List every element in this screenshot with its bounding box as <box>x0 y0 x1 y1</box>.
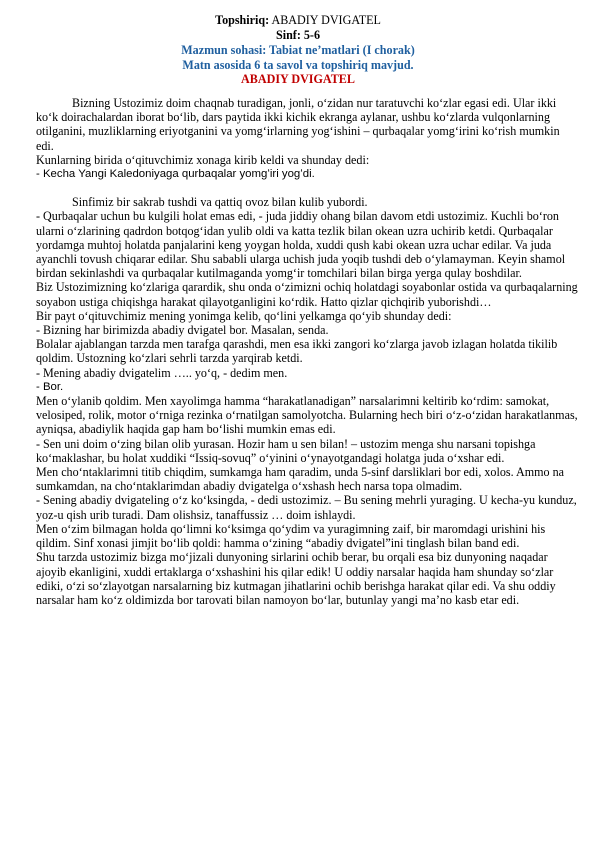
paragraph: Shu tarzda ustozimiz bizga moʻjizali dunyoning sirlarini ochib berar, bu orqali esa biz dunyoning naqadar ajoyib ekanligini, xuddi ertaklarga oʻxshashini his qilar edik! U oddiy narsalar haqida ham shunday soʻzlar ediki, oʻzi soʻzlayotgan narsalarning biz kutmagan jihatlarini ochib berishga harakat qilar edi. Va shu oddiy narsalar ham koʻz oldimizda bor tarovati bilan namoyon boʻlar, butunlay yangi maʼno kasb etar edi. <box>36 550 556 607</box>
task-value: ABADIY DVIGATEL <box>271 13 381 27</box>
task-label: Topshiriq: <box>215 13 270 27</box>
dialogue-line: - Sen uni doim oʻzing bilan olib yurasan. Hozir ham u sen bilan! – ustozim menga shu narsani topishga koʻmaklashar, bu holat xuddiki “Issiq-sovuq” oʻyinini oʻynayotgandagi holatga juda oʻxshar edi. <box>36 436 536 465</box>
paragraph: Men oʻylanib qoldim. Men xayolimga hamma “harakatlanadigan” narsalarimni keltirib koʻrdim: samokat, velosiped, rolik, motor oʻrniga rezinka oʻrnatilgan samolyotcha. Bularning hech biri oʻz-oʻzidan harakatlanmas, ayniqsa, abadiylik haqida gap ham boʻlishi mumkin emas edi. <box>36 394 578 437</box>
task-line <box>0 13 596 27</box>
dialogue-line: - Sening abadiy dvigateling oʻz koʻksingda, - dedi ustozimiz. – Bu sening mehrli yuraging. U kecha-yu kunduz, yoz-u qish urib turadi. Dam olishsiz, tanaffussiz … doim ishlaydi. <box>36 493 577 522</box>
paragraph: Biz Ustozimizning koʻzlariga qarardik, shu onda oʻzimizni ochiq holatdagi soyabonlar ostida va qurbaqalarning soyabon ustiga chiqishga harakat qilayotganligini koʻrdik. Hatto qizlar qichqirib yuborishdi… <box>36 280 578 309</box>
paragraph: Bir payt oʻqituvchimiz mening yonimga kelib, qoʻlini yelkamga qoʻyib shunday dedi: <box>36 308 452 323</box>
paragraph: Men oʻzim bilmagan holda qoʻlimni koʻksimga qoʻydim va yuragimning zaif, bir maromdagi urishini his qildim. Sinf xonasi jimjit boʻlib qoldi: hamma oʻzining “abadiy dvigatel”ini tinglash bilan band edi. <box>36 521 546 551</box>
grade-line: Sinf: 5-6 <box>275 28 320 42</box>
story-body <box>36 96 578 607</box>
paragraph: Men choʻntaklarimni titib chiqdim, sumkamga ham qaradim, unda 5-sinf darsliklari bor edi, xolos. Ammo na sumkamdan, na choʻntaklarimdan abadiy dvigatelga oʻxshash hech narsa topa olmadim. <box>36 465 564 494</box>
paragraph: - Qurbaqalar uchun bu kulgili holat emas edi, - juda jiddiy ohang bilan davom etdi ustozimiz. Kuchli boʻron ularni oʻzlarining qadrdon botqogʻidan yulib oldi va katta tezlik bilan okean uzra uchirib ketdi. Qurbaqalar yordamga muhtoj holatda panjalarini keng yoygan holda, xuddi qush kabi okean uzra uchar edilar. Va juda ayanchli tovush chiqarar edilar. Shu sababli ularga uchish juda yoqib tushdi deb oʻylamayman. Keyin shamol birdan sekinlashdi va qurbaqalar kutilmaganda yomgʻir tomchilari bilan birga yerga qulay boshdilar. <box>36 209 566 281</box>
content-area-line: Mazmun sohasi: Tabiat ne’matlari (I chorak) <box>181 43 415 57</box>
paragraph: Bizning Ustozimiz doim chaqnab turadigan, jonli, oʻzidan nur taratuvchi koʻzlar egasi edi. Ular ikki koʻk doirachalardan iborat boʻlib, dars paytida ikki kichik ekranga aylanar, ushbu koʻzlarda vulqonlarning otilganini, muzliklarning eriyotganini va yomgʻirlarning yogʻishini – qurbaqalar yomgʻirini koʻrish mumkin edi. <box>36 96 560 153</box>
paragraph: Bolalar ajablangan tarzda men tarafga qarashdi, men esa ikki zangori koʻzlarga javob izlagan holatda tikilib qoldim. Ustozning koʻzlari sehrli tarzda yarqirab ketdi. <box>36 337 558 366</box>
dialogue-line: - Kecha Yangi Kaledoniyaga qurbaqalar yomgʻiri yogʻdi. <box>36 168 315 181</box>
story-title: ABADIY DVIGATEL <box>241 72 355 86</box>
dialogue-line: - Bor. <box>36 380 64 393</box>
dialogue-line: - Bizning har birimizda abadiy dvigatel bor. Masalan, senda. <box>36 323 329 338</box>
blank-line <box>36 181 578 195</box>
paragraph: Sinfimiz bir sakrab tushdi va qattiq ovoz bilan kulib yubordi. <box>72 195 368 210</box>
paragraph: Kunlarning birida oʻqituvchimiz xonaga kirib keldi va shunday dedi: <box>36 152 370 167</box>
dialogue-line: - Mening abadiy dvigatelim ….. yoʻq, - dedim men. <box>36 365 288 380</box>
text-note-line: Matn asosida 6 ta savol va topshiriq mavjud. <box>182 58 414 72</box>
